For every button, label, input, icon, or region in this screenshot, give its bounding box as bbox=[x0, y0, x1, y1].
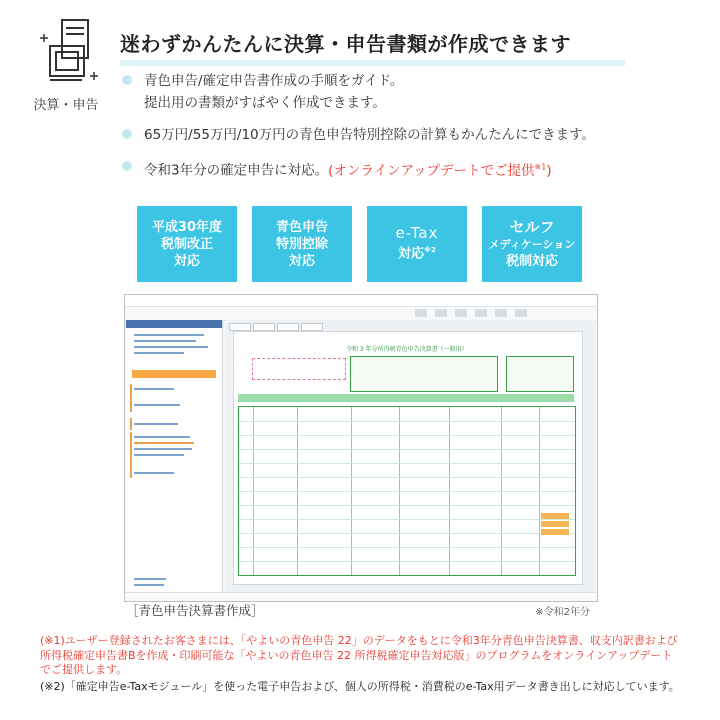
toolbar-button bbox=[475, 309, 487, 317]
bullet-dot-icon bbox=[122, 75, 132, 85]
badge-line: 平成30年度 bbox=[151, 219, 223, 235]
tab bbox=[277, 323, 299, 331]
guide-step-indicator bbox=[130, 418, 132, 430]
badge-self-medication bbox=[482, 206, 582, 282]
form-title: 令和 3 年分所得税青色申告決算書（一般用） bbox=[346, 346, 468, 353]
form-entry-grid bbox=[238, 406, 576, 576]
guide-text bbox=[134, 352, 184, 354]
badge-line: 特別控除 bbox=[275, 236, 328, 252]
toolbar-button bbox=[415, 309, 427, 317]
toolbar-button bbox=[495, 309, 507, 317]
toolbar-button bbox=[455, 309, 467, 317]
feature-bullet-list bbox=[122, 70, 712, 192]
tab bbox=[253, 323, 275, 331]
guide-text bbox=[134, 340, 196, 342]
headline-underline bbox=[120, 60, 625, 66]
guide-text bbox=[134, 578, 166, 580]
guide-pane-header bbox=[126, 320, 222, 328]
form-highlight-cell bbox=[541, 529, 569, 535]
badge-line: 税制改正 bbox=[160, 236, 213, 252]
form-table-header bbox=[238, 394, 574, 402]
badge-blue-return-deduction bbox=[252, 206, 352, 282]
screenshot-caption: ［青色申告決算書作成］ bbox=[126, 603, 264, 618]
toolbar-button bbox=[515, 309, 527, 317]
toolbar-button bbox=[435, 309, 447, 317]
badge-line: 税制対応 bbox=[505, 253, 558, 269]
bullet-item bbox=[122, 124, 712, 146]
form-header-block bbox=[506, 356, 574, 392]
bullet-note bbox=[328, 163, 552, 179]
bullet-text-continued: 提出用の書類がすばやく作成できます。 bbox=[144, 95, 386, 111]
bullet-text: 65万円/55万円/10万円の青色申告特別控除の計算もかんたんにできます。 bbox=[144, 127, 596, 143]
bullet-dot-icon bbox=[122, 161, 132, 171]
guide-step-link bbox=[134, 472, 174, 474]
feature-header bbox=[22, 18, 110, 113]
document-forms-icon bbox=[36, 18, 106, 90]
return-form-sheet bbox=[233, 331, 583, 585]
guide-step-indicator bbox=[130, 432, 132, 468]
page-headline: 迷わずかんたんに決算・申告書類が作成できます bbox=[120, 32, 571, 56]
app-screenshot bbox=[124, 294, 598, 602]
footnote-mark: ※2 bbox=[424, 246, 436, 255]
guide-step-link bbox=[134, 388, 174, 390]
footnote-2: (※2)「確定申告e-Taxモジュール」を使った電子申告および、個人の所得税・消費税のe-Tax用データ書き出しに対応しています。 bbox=[40, 680, 680, 693]
guide-text bbox=[134, 334, 204, 336]
badge-line: 対応 bbox=[398, 246, 425, 262]
bullet-note-text: (オンラインアップデートでご提供 bbox=[328, 162, 535, 179]
bullet-text: 青色申告/確定申告書作成の手順をガイド。 bbox=[144, 73, 404, 89]
guide-step-link bbox=[134, 454, 184, 456]
app-toolbar bbox=[125, 307, 597, 321]
form-header-block bbox=[350, 356, 498, 392]
bullet-item bbox=[122, 70, 712, 114]
guide-text bbox=[134, 346, 208, 348]
guide-navigation-pane bbox=[126, 320, 223, 592]
form-highlight-cell bbox=[541, 513, 569, 519]
badge-line: セルフ bbox=[509, 217, 555, 236]
badge-etax bbox=[367, 206, 467, 282]
bullet-note-end: ) bbox=[546, 162, 552, 179]
feature-badges bbox=[137, 206, 582, 282]
guide-step-link bbox=[134, 448, 192, 450]
badge-line: 対応 bbox=[288, 253, 315, 269]
guide-step-link bbox=[134, 436, 190, 438]
badge-line: メディケーション bbox=[488, 237, 576, 251]
status-bar bbox=[125, 592, 597, 601]
guide-step-active bbox=[132, 370, 216, 378]
feature-label: 決算・申告 bbox=[33, 98, 99, 113]
badge-line: 対応 bbox=[173, 253, 200, 269]
tab bbox=[301, 323, 323, 331]
bullet-dot-icon bbox=[122, 129, 132, 139]
guide-step-link bbox=[134, 423, 178, 425]
guide-text bbox=[134, 584, 164, 586]
form-highlight-cell bbox=[541, 521, 569, 527]
tab bbox=[229, 323, 251, 331]
guide-step-indicator bbox=[130, 468, 132, 478]
guide-step-indicator bbox=[130, 384, 132, 412]
badge-line: 青色申告 bbox=[275, 219, 328, 235]
bullet-item bbox=[122, 156, 712, 182]
form-instruction-box bbox=[252, 358, 346, 380]
footnote-1: (※1)ユーザー登録されたお客さまには、「やよいの青色申告 22」のデータをもとに令和3年分青色申告決算書、収支内訳書および所得税確定申告書Bを作成・印刷可能な「やよいの青色申告 22 所得税確定申告対応版」のプログラムをオンラインアップデートでご提供します。 bbox=[40, 634, 678, 676]
guide-step-link bbox=[134, 404, 180, 406]
footnote-mark: ※1 bbox=[534, 162, 547, 171]
badge-tax-reform bbox=[137, 206, 237, 282]
window-titlebar bbox=[125, 295, 597, 307]
screenshot-caption-note: ※令和2年分 bbox=[535, 607, 590, 618]
badge-line-wrap bbox=[398, 242, 436, 262]
bullet-text: 令和3年分の確定申告に対応。 bbox=[144, 162, 329, 179]
guide-step-link bbox=[134, 442, 194, 444]
badge-line: e-Tax bbox=[395, 224, 439, 243]
